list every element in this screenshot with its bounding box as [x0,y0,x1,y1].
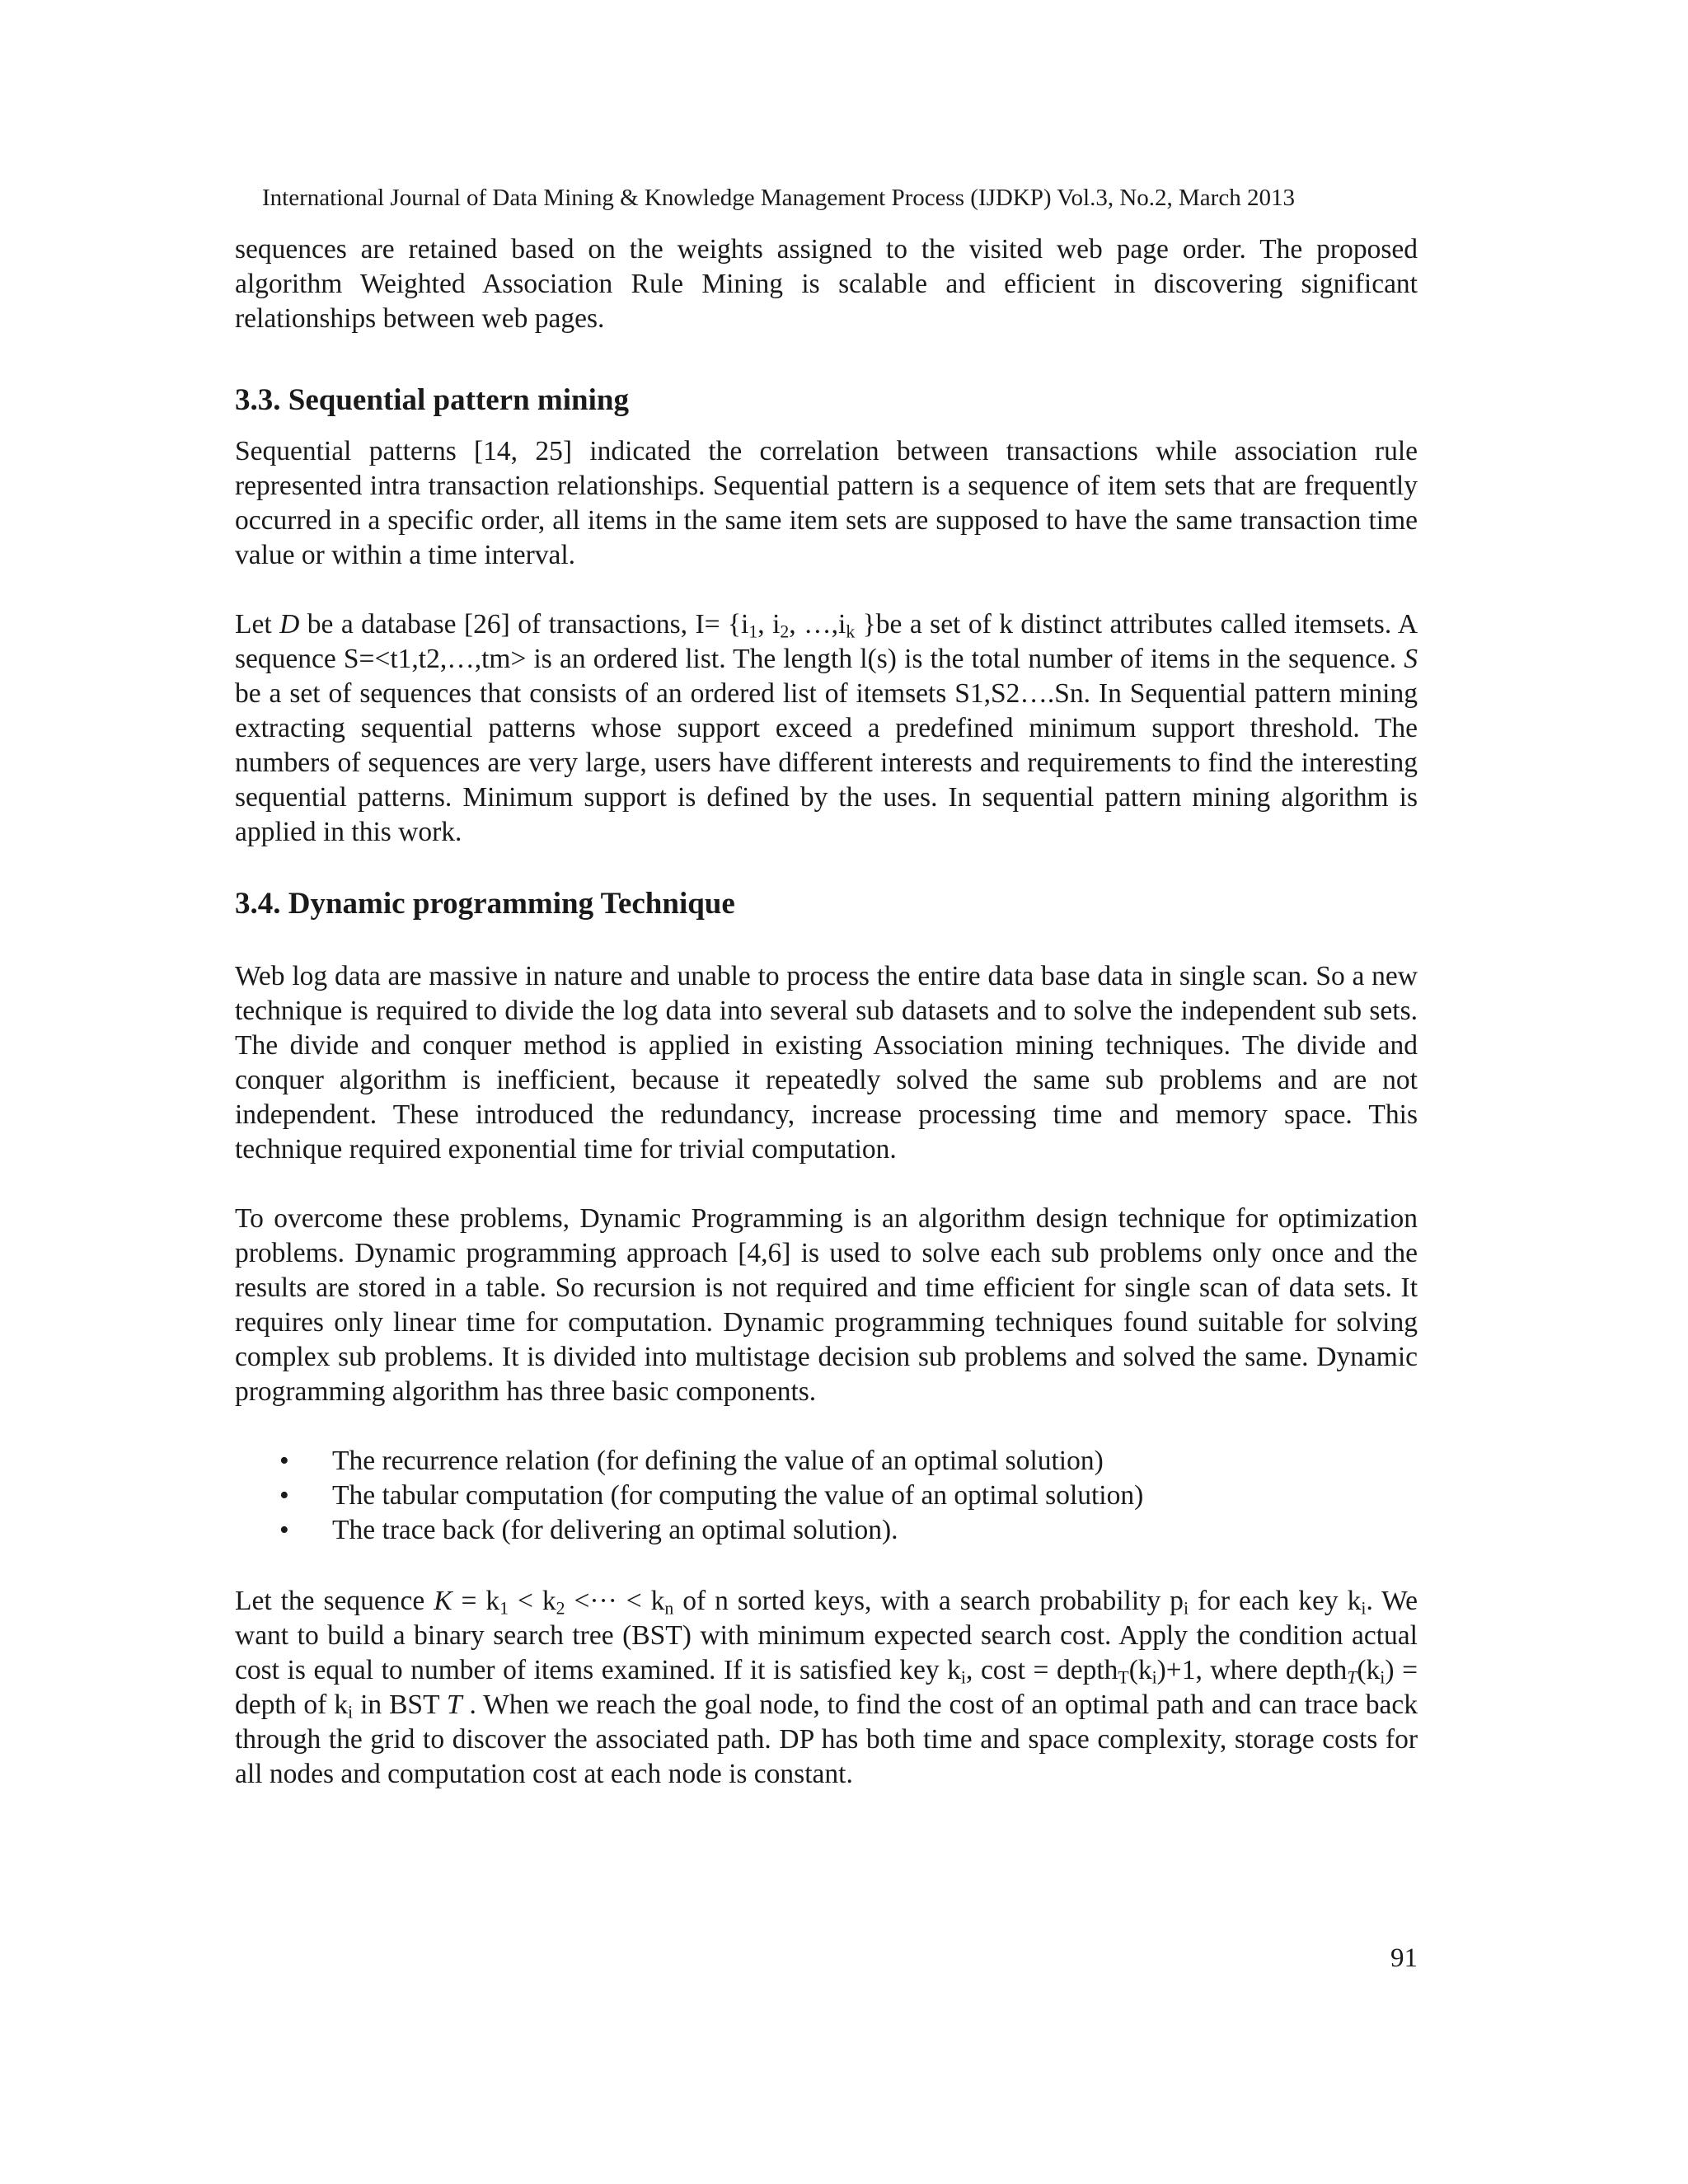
bullet-icon: • [279,1480,289,1511]
bst-paragraph: Let the sequence $K = k_1 < k_2$ <··· < $k_n$ of n sorted keys, with a search probability $p_i$ for each key $k_i$. We want to build a binary search tree (BST) with minimum expected search cost. Apply the condition actual cost is equal to number of items examined. If it is satisfied key $k_i$, $\cos t = depth_T(k_i)+1$, where $depth_T(k_i)$ = depth of $k_i$ in BST T . When we reach the goal node, to find the cost of an optimal path and can trace back through the grid to discover the associated path. DP has both time and space complexity, storage costs for all nodes and computation cost at each node is constant. [235,1586,1418,1789]
intro-block [235,232,1418,336]
page-number: 91 [1390,1943,1418,1973]
section-3-4 [235,886,1418,922]
section-3-4-body-1 [235,959,1418,1167]
list-item: • The recurrence relation (for defining the value of an optimal solution) [235,1444,1418,1479]
database-definition-paragraph: Let D be a database [26] of transactions, $I= \{i_1$, $i_2$, $\dots,i_k$ }be a set of k distinct attributes called itemsets. A sequence S=<t1,t2,…,tm> is an ordered list. The length l(s) is the total number of items in the sequence. S be a set of sequences that consists of an ordered list of itemsets S1,S2….Sn. In Sequential pattern mining extracting sequential patterns whose support exceed a predefined minimum support threshold. The numbers of sequences are very large, users have different interests and requirements to find the interesting sequential patterns. Minimum support is defined by the uses. In sequential pattern mining algorithm is applied in this work. [235,609,1418,847]
list-item: • The tabular computation (for computing the value of an optimal solution) [235,1479,1418,1513]
section-3-3-definitions [235,607,1418,850]
list-item: • The trace back (for delivering an optimal solution). [235,1513,1418,1548]
bullet-icon: • [279,1515,289,1545]
running-header: International Journal of Data Mining & Knowledge Management Process (IJDKP) Vol.3, No.2, March 2013 [262,185,1295,211]
section-3-4-body-2 [235,1202,1418,1409]
section-3-3-heading: 3.3. Sequential pattern mining [235,383,629,417]
bullet-icon: • [279,1446,289,1476]
components-list-block [235,1444,1418,1548]
section-3-4-heading: 3.4. Dynamic programming Technique [235,887,735,921]
section-3-3 [235,382,1418,419]
components-list [235,1444,1418,1548]
section-3-4-body-3 [235,1584,1418,1792]
sequential-patterns-paragraph: Sequential patterns [14, 25] indicated the correlation between transactions while association rule represented intra transaction relationships. Sequential pattern is a sequence of item sets that are frequently occurred in a specific order, all items in the same item sets are supposed to have the same transaction time value or within a time interval. [235,436,1418,570]
intro-paragraph: sequences are retained based on the weights assigned to the visited web page order. The proposed algorithm Weighted Association Rule Mining is scalable and efficient in discovering significant relationships between web pages. [235,234,1418,334]
section-3-3-body [235,434,1418,573]
web-log-paragraph: Web log data are massive in nature and unable to process the entire data base data in single scan. So a new technique is required to divide the log data into several sub datasets and to solve the independent sub sets. The divide and conquer method is applied in existing Association mining techniques. The divide and conquer algorithm is inefficient, because it repeatedly solved the same sub problems and are not independent. These introduced the redundancy, increase processing time and memory space. This technique required exponential time for trivial computation. [235,961,1418,1165]
dynamic-programming-paragraph: To overcome these problems, Dynamic Programming is an algorithm design technique for optimization problems. Dynamic programming approach [4,6] is used to solve each sub problems only once and the results are stored in a table. So recursion is not required and time efficient for single scan of data sets. It requires only linear time for computation. Dynamic programming techniques found suitable for solving complex sub problems. It is divided into multistage decision sub problems and solved the same. Dynamic programming algorithm has three basic components. [235,1203,1418,1407]
